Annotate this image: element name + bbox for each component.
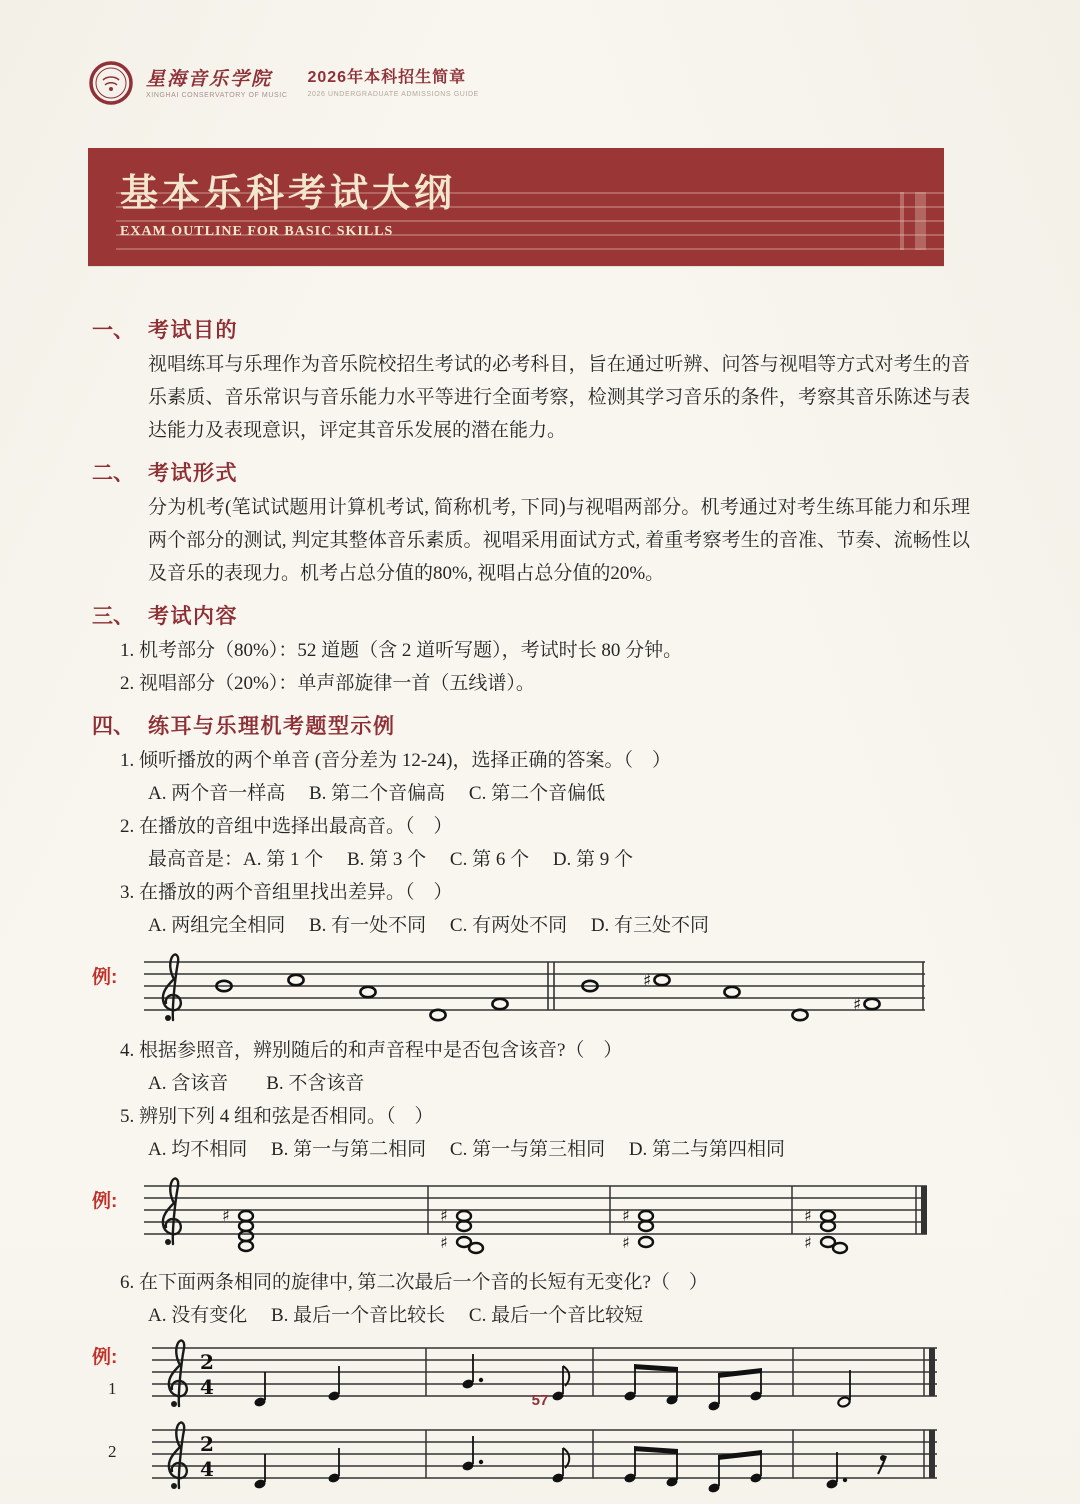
section-3-heading: [92, 600, 970, 630]
music-example-1: [92, 948, 970, 1028]
measure-4: [825, 1452, 886, 1490]
section-2-number: 二、: [92, 462, 134, 485]
music-staff-4: [138, 1420, 938, 1496]
eighth-flag: [563, 1366, 569, 1386]
treble-clef-icon: [169, 1423, 187, 1489]
question-2: 2. 在播放的音组中选择出最高音。（ ）: [120, 816, 453, 837]
eighth-rest-icon: [878, 1455, 886, 1474]
svg-text:2: 2: [200, 1432, 214, 1456]
section-2-heading: [92, 457, 970, 487]
section-1-title: 考试目的: [148, 319, 238, 342]
eighth-flag: [563, 1448, 569, 1468]
org-name-en: XINGHAI CONSERVATORY OF MUSIC: [146, 91, 288, 99]
music-example-3-line-2: [92, 1420, 970, 1496]
section-3-title: 考试内容: [148, 605, 238, 628]
section-4-heading: [92, 710, 970, 740]
music-staff-2: [128, 1172, 928, 1260]
svg-text:♯: ♯: [440, 1206, 448, 1225]
example-1-label: 例:: [92, 967, 118, 988]
treble-clef-icon: [163, 955, 181, 1021]
exam-content-item-1: 1. 机考部分（80%）：52 道题（含 2 道听写题），考试时长 80 分钟。: [120, 640, 683, 661]
svg-text:4: 4: [200, 1457, 214, 1481]
section-banner: [88, 148, 944, 266]
chord-4: [804, 1206, 847, 1253]
banner-barline-thin: [900, 192, 904, 250]
banner-subtitle: EXAM OUTLINE FOR BASIC SKILLS: [120, 224, 394, 239]
question-4-options: A. 含该音 B. 不含该音: [148, 1073, 365, 1094]
question-1-options: A. 两个音一样高 B. 第二个音偏高 C. 第二个音偏低: [148, 783, 606, 804]
svg-text:♯: ♯: [853, 995, 862, 1015]
question-2-options: 最高音是：A. 第 1 个 B. 第 3 个 C. 第 6 个 D. 第 9 个: [148, 849, 634, 870]
svg-text:♯: ♯: [622, 1233, 630, 1252]
banner-staff-line: [116, 220, 944, 222]
music-example-2: [92, 1172, 970, 1260]
staff-lines: [152, 1348, 937, 1396]
banner-staff-line: [116, 248, 944, 250]
question-4: 4. 根据参照音，辨别随后的和声音程中是否包含该音?（ ）: [120, 1040, 623, 1061]
section-3-number: 三、: [92, 605, 134, 628]
example-3-labels: [92, 1338, 138, 1399]
melody-line-1-number: 1: [108, 1379, 117, 1398]
beam: [718, 1450, 762, 1460]
question-6-options: A. 没有变化 B. 最后一个音比较长 C. 最后一个音比较短: [148, 1305, 644, 1326]
time-signature-2-4: [200, 1432, 214, 1481]
banner-barline-thick: [915, 192, 926, 250]
chord-2: [440, 1206, 483, 1253]
question-3-options: A. 两组完全相同 B. 有一处不同 C. 有两处不同 D. 有三处不同: [148, 915, 710, 936]
section-2-title: 考试形式: [148, 462, 238, 485]
org-name-block: [146, 68, 287, 99]
melody-line-2-number: 2: [108, 1442, 117, 1461]
question-1: 1. 倾听播放的两个单音 (音分差为 12-24)，选择正确的答案。（ ）: [120, 750, 671, 771]
svg-text:♯: ♯: [440, 1233, 448, 1252]
svg-text:♯: ♯: [804, 1206, 812, 1225]
measure-2: [461, 1436, 569, 1484]
sharp-icons: [643, 971, 861, 1015]
example-3-line2-labels: [92, 1420, 138, 1462]
chord-1: [222, 1206, 253, 1251]
treble-clef-icon: [163, 1179, 181, 1245]
section-1-heading: [92, 314, 970, 344]
guide-title-block: [307, 68, 478, 98]
example-2-label: 例:: [92, 1191, 118, 1212]
banner-title: 基本乐科考试大纲: [120, 173, 457, 215]
beam: [634, 1364, 678, 1372]
beam: [718, 1368, 762, 1378]
page-header: [88, 60, 1080, 106]
section-4-title: 练耳与乐理机考题型示例: [148, 715, 396, 738]
svg-text:♯: ♯: [222, 1206, 230, 1225]
chord-3: [622, 1206, 653, 1252]
question-5-options: A. 均不相同 B. 第一与第二相同 C. 第一与第三相同 D. 第二与第四相同: [148, 1139, 786, 1160]
page-number: 57: [531, 1392, 549, 1409]
section-4-number: 四、: [92, 715, 134, 738]
question-5: 5. 辨别下列 4 组和弦是否相同。（ ）: [120, 1106, 434, 1127]
staff-lines: [152, 1430, 937, 1478]
content: [92, 314, 970, 1496]
svg-text:4: 4: [200, 1375, 214, 1399]
section-1-number: 一、: [92, 319, 134, 342]
svg-text:♯: ♯: [622, 1206, 630, 1225]
svg-text:2: 2: [200, 1350, 214, 1374]
guide-title-cn: 2026年本科招生简章: [307, 69, 467, 86]
example-3-label: 例:: [92, 1347, 118, 1368]
conservatory-logo: [88, 60, 134, 106]
svg-text:♯: ♯: [643, 971, 652, 991]
section-2-body: 分为机考(笔试试题用计算机考试, 简称机考, 下同)与视唱两部分。机考通过对考生练耳能力和乐理两个部分的测试, 判定其整体音乐素质。视唱采用面试方式, 着重考察考生的音准、节奏、流畅性以及音乐的表现力。机考占总分值的80%, 视唱占总分值的20%。: [148, 497, 970, 584]
question-3: 3. 在播放的两个音组里找出差异。（ ）: [120, 882, 453, 903]
exam-content-item-2: 2. 视唱部分（20%）：单声部旋律一首（五线谱）。: [120, 673, 535, 694]
org-name-cn: 星海音乐学院: [146, 67, 273, 90]
svg-text:♯: ♯: [804, 1233, 812, 1252]
measure-3: [623, 1446, 762, 1494]
music-staff-1: [128, 948, 928, 1028]
logo-emblem-icon: [88, 60, 134, 106]
guide-title-en: 2026 UNDERGRADUATE ADMISSIONS GUIDE: [307, 91, 479, 98]
beam: [634, 1446, 678, 1454]
question-6: 6. 在下面两条相同的旋律中, 第二次最后一个音的长短有无变化?（ ）: [120, 1272, 708, 1293]
staff-lines: [144, 962, 925, 1010]
section-1-body: 视唱练耳与乐理作为音乐院校招生考试的必考科目，旨在通过听辨、问答与视唱等方式对考生的音乐素质、音乐常识与音乐能力水平等进行全面考察，检测其学习音乐的条件，考察其音乐陈述与表达能力及表现意识，评定其音乐发展的潜在能力。: [148, 354, 970, 441]
